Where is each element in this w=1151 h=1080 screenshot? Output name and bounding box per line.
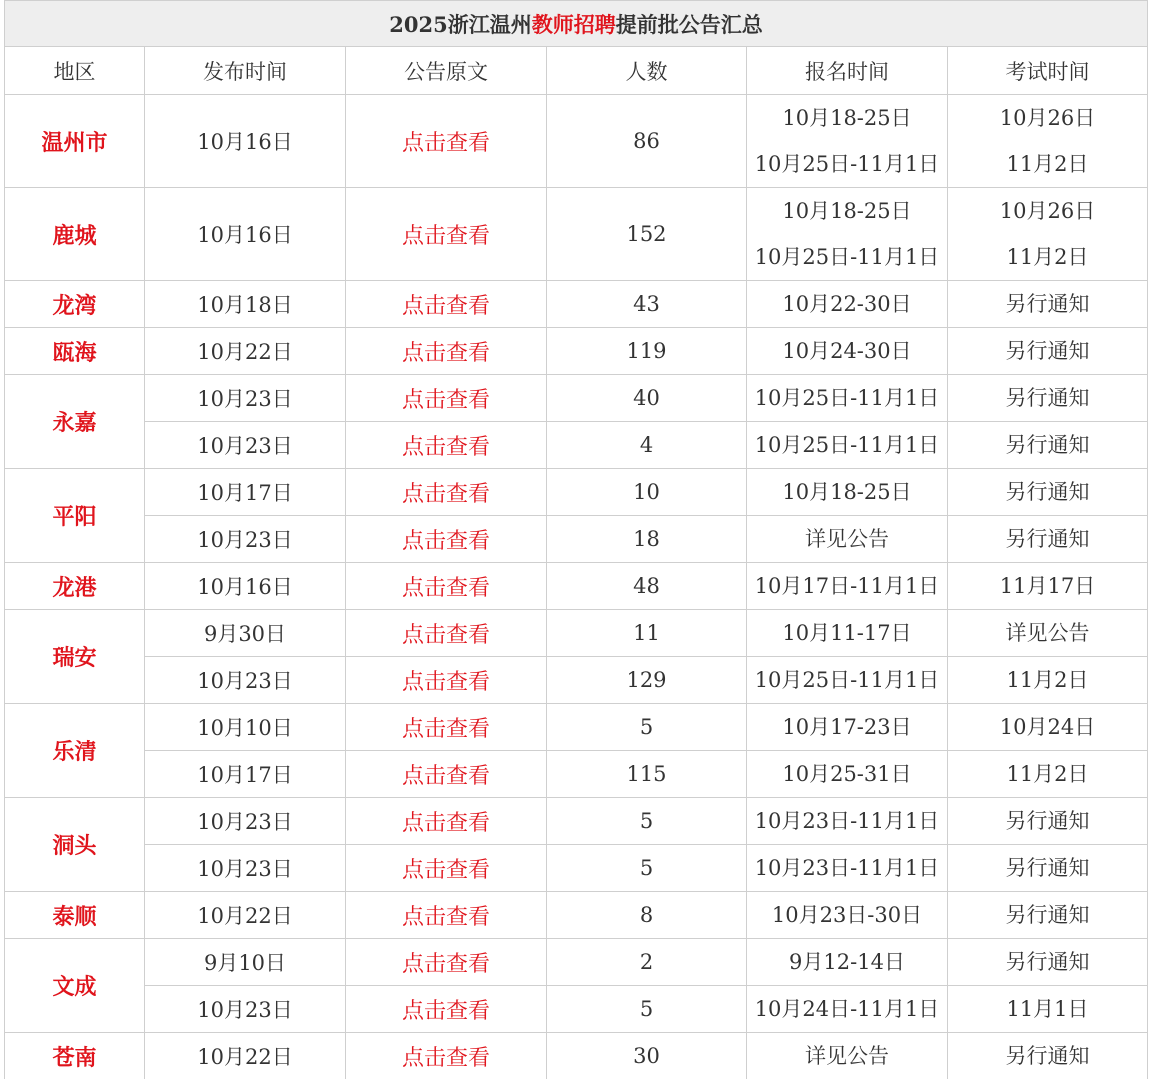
announcement-cell: [346, 328, 547, 375]
exam-time-line: 另行通知: [1005, 1044, 1090, 1068]
announcement-cell: [346, 563, 547, 610]
exam-time-line: 10月26日: [999, 199, 1096, 223]
signup-time-cell: [747, 892, 948, 939]
publish-date-cell: 10月23日: [145, 798, 346, 845]
exam-time-cell: [948, 610, 1148, 657]
announcement-cell: [346, 657, 547, 704]
count-cell: 5: [547, 845, 747, 892]
signup-time-line: 10月17-23日: [782, 715, 912, 739]
exam-time-cell: [948, 328, 1148, 375]
table-row: [5, 95, 1148, 188]
signup-time-line: 10月25日-11月1日: [754, 668, 940, 692]
title-highlight: 教师招聘: [531, 11, 616, 37]
table-row: [5, 281, 1148, 328]
header-exam-time: 考试时间: [948, 47, 1148, 95]
signup-time-cell: [747, 469, 948, 516]
view-announcement-link[interactable]: 点击查看: [401, 130, 490, 156]
view-announcement-link[interactable]: 点击查看: [401, 951, 490, 977]
exam-time-line: 11月2日: [1006, 152, 1089, 176]
signup-time-cell: [747, 1033, 948, 1080]
exam-time-line: 11月17日: [999, 574, 1096, 598]
announcement-cell: [346, 845, 547, 892]
region-cell: 苍南: [5, 1033, 145, 1080]
signup-time-line: 10月25日-11月1日: [754, 433, 940, 457]
exam-time-cell: [948, 704, 1148, 751]
count-cell: 40: [547, 375, 747, 422]
publish-date-cell: 10月23日: [145, 516, 346, 563]
table-row: [5, 986, 1148, 1033]
exam-time-cell: [948, 516, 1148, 563]
table-row: [5, 798, 1148, 845]
publish-date-cell: 10月17日: [145, 751, 346, 798]
view-announcement-link[interactable]: 点击查看: [401, 340, 490, 366]
announcement-cell: [346, 375, 547, 422]
count-cell: 8: [547, 892, 747, 939]
table-row: [5, 939, 1148, 986]
exam-time-line: 另行通知: [1005, 386, 1090, 410]
signup-time-cell: [747, 281, 948, 328]
publish-date-cell: 10月18日: [145, 281, 346, 328]
signup-time-line: 10月11-17日: [782, 621, 912, 645]
exam-time-line: 另行通知: [1005, 339, 1090, 363]
signup-time-line: 10月25日-11月1日: [754, 152, 940, 176]
signup-time-cell: [747, 95, 948, 188]
header-region: 地区: [5, 47, 145, 95]
signup-time-cell: [747, 188, 948, 281]
view-announcement-link[interactable]: 点击查看: [401, 528, 490, 554]
signup-time-cell: [747, 328, 948, 375]
signup-time-cell: [747, 704, 948, 751]
count-cell: 30: [547, 1033, 747, 1080]
publish-date-cell: 10月23日: [145, 657, 346, 704]
exam-time-cell: [948, 563, 1148, 610]
region-cell: 龙港: [5, 563, 145, 610]
region-cell: 文成: [5, 939, 145, 1033]
region-cell: 瓯海: [5, 328, 145, 375]
publish-date-cell: 10月22日: [145, 1033, 346, 1080]
signup-time-line: 10月18-25日: [782, 199, 912, 223]
table-row: [5, 704, 1148, 751]
count-cell: 10: [547, 469, 747, 516]
count-cell: 18: [547, 516, 747, 563]
region-cell: 鹿城: [5, 188, 145, 281]
count-cell: 11: [547, 610, 747, 657]
table-body: [5, 95, 1148, 1080]
view-announcement-link[interactable]: 点击查看: [401, 998, 490, 1024]
view-announcement-link[interactable]: 点击查看: [401, 481, 490, 507]
signup-time-line: 10月24-30日: [782, 339, 912, 363]
header-signup-time: 报名时间: [747, 47, 948, 95]
region-cell: 永嘉: [5, 375, 145, 469]
exam-time-line: 另行通知: [1005, 292, 1090, 316]
view-announcement-link[interactable]: 点击查看: [401, 434, 490, 460]
table-title: [5, 1, 1148, 47]
exam-time-line: 另行通知: [1005, 950, 1090, 974]
announcement-cell: [346, 751, 547, 798]
count-cell: 2: [547, 939, 747, 986]
count-cell: 5: [547, 798, 747, 845]
announcement-cell: [346, 422, 547, 469]
table-row: [5, 1033, 1148, 1080]
announcement-cell: [346, 469, 547, 516]
table-row: [5, 188, 1148, 281]
count-cell: 5: [547, 704, 747, 751]
announcement-cell: [346, 516, 547, 563]
exam-time-line: 另行通知: [1005, 480, 1090, 504]
signup-time-cell: [747, 986, 948, 1033]
publish-date-cell: 10月23日: [145, 375, 346, 422]
region-cell: 泰顺: [5, 892, 145, 939]
count-cell: 152: [547, 188, 747, 281]
signup-time-line: 10月17日-11月1日: [754, 574, 940, 598]
exam-time-cell: [948, 188, 1148, 281]
table-row: [5, 375, 1148, 422]
signup-time-cell: [747, 657, 948, 704]
signup-time-cell: [747, 422, 948, 469]
signup-time-line: 详见公告: [805, 1044, 889, 1068]
exam-time-cell: [948, 95, 1148, 188]
exam-time-cell: [948, 422, 1148, 469]
table-row: [5, 845, 1148, 892]
exam-time-cell: [948, 845, 1148, 892]
table-row: [5, 892, 1148, 939]
view-announcement-link[interactable]: 点击查看: [401, 763, 490, 789]
exam-time-line: 10月24日: [999, 715, 1096, 739]
publish-date-cell: 9月30日: [145, 610, 346, 657]
table-row: [5, 422, 1148, 469]
table-row: [5, 516, 1148, 563]
announcement-cell: [346, 704, 547, 751]
publish-date-cell: 10月23日: [145, 845, 346, 892]
exam-time-line: 11月2日: [1006, 762, 1089, 786]
signup-time-line: 10月23日-11月1日: [754, 856, 940, 880]
view-announcement-link[interactable]: 点击查看: [401, 223, 490, 249]
announcement-cell: [346, 188, 547, 281]
exam-time-line: 另行通知: [1005, 527, 1090, 551]
region-cell: 乐清: [5, 704, 145, 798]
count-cell: 4: [547, 422, 747, 469]
header-publish-date: 发布时间: [145, 47, 346, 95]
count-cell: 43: [547, 281, 747, 328]
recruitment-summary-table: [4, 0, 1148, 1079]
signup-time-line: 10月23日-30日: [771, 903, 923, 927]
view-announcement-link[interactable]: 点击查看: [401, 387, 490, 413]
title-prefix: 2025浙江温州: [389, 11, 532, 37]
count-cell: 115: [547, 751, 747, 798]
view-announcement-link[interactable]: 点击查看: [401, 622, 490, 648]
announcement-cell: [346, 610, 547, 657]
count-cell: 119: [547, 328, 747, 375]
exam-time-line: 11月2日: [1006, 245, 1089, 269]
table-row: [5, 563, 1148, 610]
announcement-cell: [346, 281, 547, 328]
view-announcement-link[interactable]: 点击查看: [401, 669, 490, 695]
view-announcement-link[interactable]: 点击查看: [401, 293, 490, 319]
signup-time-cell: [747, 516, 948, 563]
view-announcement-link[interactable]: 点击查看: [401, 810, 490, 836]
count-cell: 5: [547, 986, 747, 1033]
signup-time-line: 10月25日-11月1日: [754, 386, 940, 410]
signup-time-cell: [747, 563, 948, 610]
announcement-cell: [346, 986, 547, 1033]
announcement-cell: [346, 892, 547, 939]
region-cell: 洞头: [5, 798, 145, 892]
exam-time-line: 另行通知: [1005, 903, 1090, 927]
exam-time-cell: [948, 469, 1148, 516]
count-cell: 129: [547, 657, 747, 704]
signup-time-cell: [747, 375, 948, 422]
signup-time-cell: [747, 610, 948, 657]
region-cell: 平阳: [5, 469, 145, 563]
signup-time-cell: [747, 845, 948, 892]
region-cell: 温州市: [5, 95, 145, 188]
region-cell: 龙湾: [5, 281, 145, 328]
exam-time-cell: [948, 657, 1148, 704]
exam-time-cell: [948, 1033, 1148, 1080]
publish-date-cell: 10月10日: [145, 704, 346, 751]
exam-time-cell: [948, 986, 1148, 1033]
signup-time-line: 详见公告: [805, 527, 889, 551]
count-cell: 86: [547, 95, 747, 188]
exam-time-cell: [948, 281, 1148, 328]
exam-time-line: 详见公告: [1005, 621, 1090, 645]
signup-time-line: 10月25-31日: [782, 762, 912, 786]
header-announcement: 公告原文: [346, 47, 547, 95]
table-row: [5, 328, 1148, 375]
view-announcement-link[interactable]: 点击查看: [401, 904, 490, 930]
table-row: [5, 469, 1148, 516]
exam-time-cell: [948, 939, 1148, 986]
exam-time-cell: [948, 798, 1148, 845]
summary-table-container: [4, 0, 1147, 1079]
publish-date-cell: 10月22日: [145, 892, 346, 939]
view-announcement-link[interactable]: 点击查看: [401, 575, 490, 601]
header-count: 人数: [547, 47, 747, 95]
signup-time-cell: [747, 939, 948, 986]
publish-date-cell: 9月10日: [145, 939, 346, 986]
announcement-cell: [346, 1033, 547, 1080]
announcement-cell: [346, 95, 547, 188]
table-row: [5, 610, 1148, 657]
table-row: [5, 751, 1148, 798]
region-cell: 瑞安: [5, 610, 145, 704]
view-announcement-link[interactable]: 点击查看: [401, 857, 490, 883]
signup-time-line: 10月24日-11月1日: [754, 997, 940, 1021]
signup-time-cell: [747, 751, 948, 798]
publish-date-cell: 10月23日: [145, 986, 346, 1033]
publish-date-cell: 10月16日: [145, 188, 346, 281]
table-row: [5, 657, 1148, 704]
exam-time-line: 10月26日: [999, 106, 1096, 130]
signup-time-line: 10月25日-11月1日: [754, 245, 940, 269]
title-suffix: 提前批公告汇总: [615, 11, 763, 37]
exam-time-line: 另行通知: [1005, 809, 1090, 833]
view-announcement-link[interactable]: 点击查看: [401, 716, 490, 742]
signup-time-line: 10月22-30日: [782, 292, 912, 316]
view-announcement-link[interactable]: 点击查看: [401, 1045, 490, 1071]
publish-date-cell: 10月16日: [145, 95, 346, 188]
exam-time-cell: [948, 751, 1148, 798]
exam-time-line: 11月1日: [1006, 997, 1089, 1021]
announcement-cell: [346, 939, 547, 986]
signup-time-line: 10月23日-11月1日: [754, 809, 940, 833]
publish-date-cell: 10月22日: [145, 328, 346, 375]
signup-time-line: 10月18-25日: [782, 480, 912, 504]
exam-time-cell: [948, 375, 1148, 422]
publish-date-cell: 10月17日: [145, 469, 346, 516]
exam-time-line: 另行通知: [1005, 433, 1090, 457]
signup-time-line: 9月12-14日: [789, 950, 905, 974]
exam-time-line: 另行通知: [1005, 856, 1090, 880]
publish-date-cell: 10月23日: [145, 422, 346, 469]
signup-time-cell: [747, 798, 948, 845]
exam-time-line: 11月2日: [1006, 668, 1089, 692]
publish-date-cell: 10月16日: [145, 563, 346, 610]
signup-time-line: 10月18-25日: [782, 106, 912, 130]
count-cell: 48: [547, 563, 747, 610]
announcement-cell: [346, 798, 547, 845]
exam-time-cell: [948, 892, 1148, 939]
